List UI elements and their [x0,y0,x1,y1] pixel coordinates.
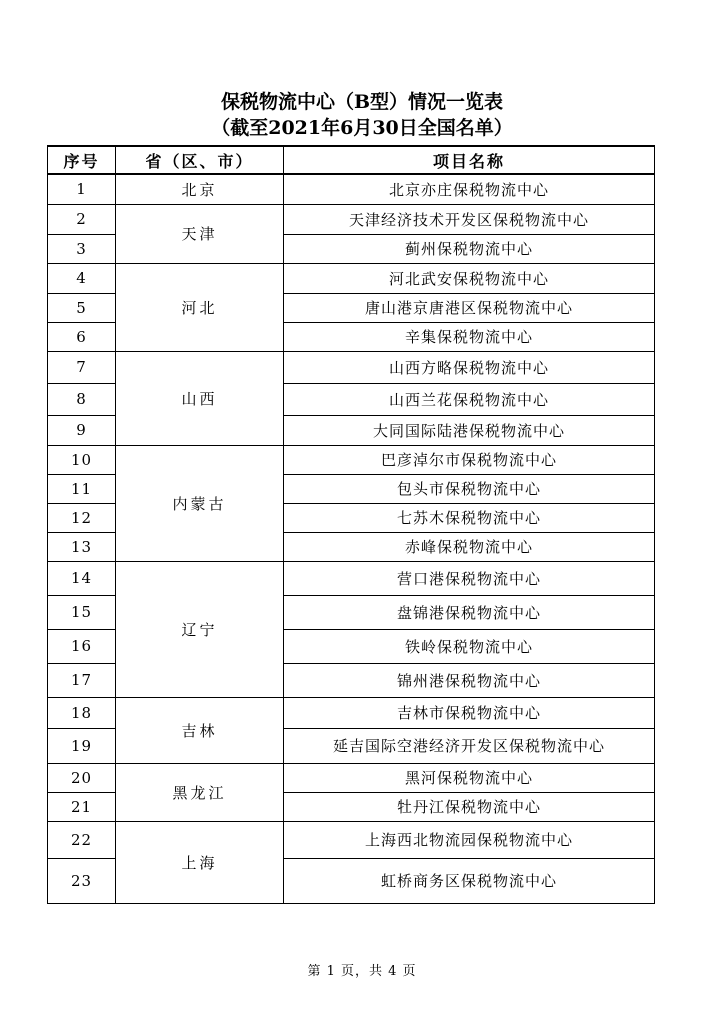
row-project-name: 北京亦庄保税物流中心 [284,174,655,204]
row-project-name: 锦州港保税物流中心 [284,663,655,697]
table-body [48,174,655,903]
row-project-name: 河北武安保税物流中心 [284,263,655,293]
row-seq: 16 [48,629,116,663]
row-province: 天津 [116,204,284,263]
document-title: 保税物流中心（B型）情况一览表 [220,91,504,113]
row-province: 吉林 [116,697,284,763]
row-seq: 10 [48,445,116,474]
row-seq: 2 [48,204,116,234]
row-project-name: 延吉国际空港经济开发区保税物流中心 [284,728,655,763]
row-seq: 14 [48,561,116,595]
row-province: 山西 [116,351,284,445]
page-footer: 第 1 页，共 4 页 [307,964,417,979]
row-seq: 9 [48,415,116,445]
row-project-name: 黑河保税物流中心 [284,763,655,792]
table-row [48,561,655,595]
table-row [48,263,655,293]
row-province: 内蒙古 [116,445,284,561]
document-subtitle: （截至2021年6月30日全国名单） [211,117,513,139]
table-header-row [48,146,655,174]
table-row [48,445,655,474]
row-seq: 20 [48,763,116,792]
row-seq: 23 [48,858,116,903]
row-project-name: 蓟州保税物流中心 [284,234,655,263]
row-seq: 19 [48,728,116,763]
row-seq: 12 [48,503,116,532]
row-project-name: 上海西北物流园保税物流中心 [284,821,655,858]
table-row [48,351,655,383]
row-seq: 3 [48,234,116,263]
table-row [48,821,655,858]
row-project-name: 巴彦淖尔市保税物流中心 [284,445,655,474]
row-seq: 11 [48,474,116,503]
row-province: 河北 [116,263,284,351]
row-project-name: 虹桥商务区保税物流中心 [284,858,655,903]
row-seq: 5 [48,293,116,322]
row-province: 北京 [116,174,284,204]
row-project-name: 包头市保税物流中心 [284,474,655,503]
header-seq: 序号 [48,146,116,174]
row-seq: 17 [48,663,116,697]
row-province: 辽宁 [116,561,284,697]
row-seq: 8 [48,383,116,415]
row-project-name: 牡丹江保税物流中心 [284,792,655,821]
row-project-name: 辛集保税物流中心 [284,322,655,351]
row-project-name: 山西方略保税物流中心 [284,351,655,383]
row-seq: 4 [48,263,116,293]
row-seq: 13 [48,532,116,561]
row-seq: 1 [48,174,116,204]
row-project-name: 营口港保税物流中心 [284,561,655,595]
row-seq: 7 [48,351,116,383]
row-project-name: 天津经济技术开发区保税物流中心 [284,204,655,234]
table-row [48,204,655,234]
row-province: 黑龙江 [116,763,284,821]
row-seq: 18 [48,697,116,728]
row-project-name: 大同国际陆港保税物流中心 [284,415,655,445]
row-seq: 21 [48,792,116,821]
row-project-name: 七苏木保税物流中心 [284,503,655,532]
row-project-name: 唐山港京唐港区保税物流中心 [284,293,655,322]
row-project-name: 吉林市保税物流中心 [284,697,655,728]
row-province: 上海 [116,821,284,903]
row-project-name: 赤峰保税物流中心 [284,532,655,561]
table-row [48,697,655,728]
logistics-center-table [47,145,655,904]
table-row [48,763,655,792]
row-seq: 22 [48,821,116,858]
row-project-name: 铁岭保税物流中心 [284,629,655,663]
row-project-name: 山西兰花保税物流中心 [284,383,655,415]
header-project: 项目名称 [284,146,655,174]
header-province: 省（区、市） [116,146,284,174]
row-seq: 6 [48,322,116,351]
row-project-name: 盘锦港保税物流中心 [284,595,655,629]
row-seq: 15 [48,595,116,629]
table-row [48,174,655,204]
